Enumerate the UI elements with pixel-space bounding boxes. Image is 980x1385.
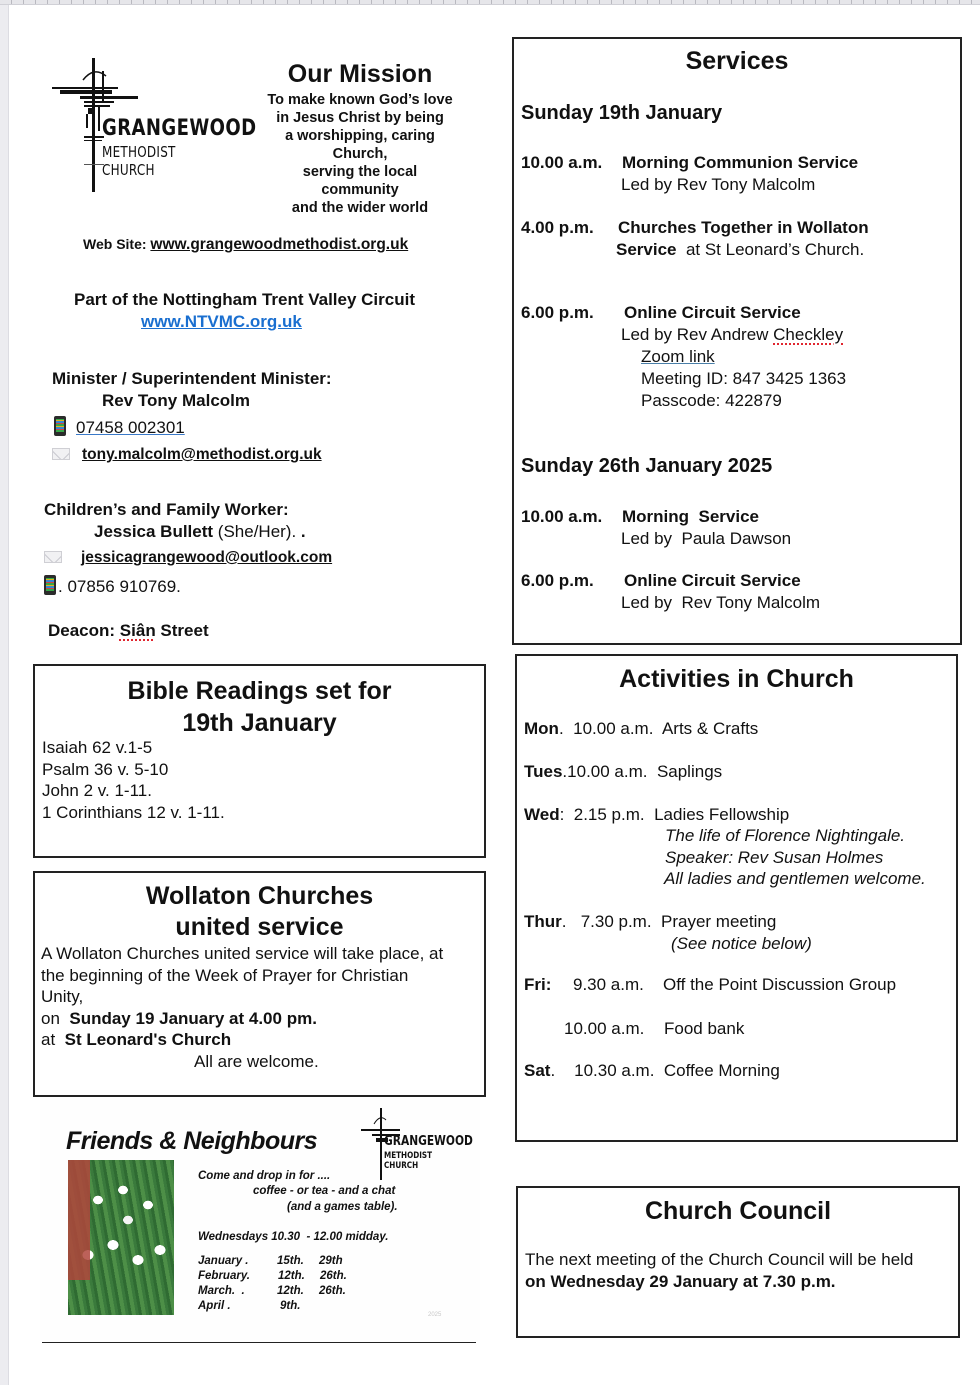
flyer-date: 26th. [319, 1285, 346, 1297]
activity-day: Thur [524, 912, 562, 931]
top-ruler [0, 0, 980, 5]
flyer-date: 12th. [278, 1270, 305, 1282]
service-title: Online Circuit Service [624, 303, 801, 322]
family-worker-email-row [44, 549, 332, 567]
circuit-link[interactable]: www.NTVMC.org.uk [141, 312, 302, 331]
flyer-month: April . [198, 1300, 231, 1312]
activity-name: Coffee Morning [663, 1061, 780, 1080]
bible-readings-panel [33, 664, 486, 858]
body-line: Unity, [41, 987, 84, 1006]
wollaton-service-panel [33, 871, 486, 1097]
activity-day: Wed [524, 805, 560, 824]
activity-time: 10.00 a.m. [573, 719, 654, 738]
website-label: Web Site: [83, 236, 151, 252]
mobile-phone-icon [44, 575, 56, 595]
reading-item: Isaiah 62 v.1-5 [42, 738, 153, 757]
minister-email-row [52, 446, 322, 464]
snowdrops-photo [68, 1160, 174, 1315]
date-line [41, 1008, 481, 1030]
service-title: Morning Communion Service [622, 153, 859, 172]
title-line: Bible Readings set for [127, 677, 392, 705]
activity-time: 10.30 a.m. [574, 1061, 655, 1080]
flyer-month: February. [198, 1270, 250, 1282]
flyer-logo-name: GRANGEWOOD [384, 1134, 473, 1149]
reading-item: Psalm 36 v. 5-10 [42, 759, 169, 779]
minister-phone-link[interactable]: 07458 002301 [76, 418, 185, 437]
title-line: Wollaton Churches [145, 882, 374, 910]
flyer-date: 9th. [280, 1300, 301, 1312]
readings-list [42, 737, 225, 823]
friends-neighbours-flyer [40, 1100, 480, 1340]
deacon-row [48, 621, 209, 641]
council-text: The next meeting of the Church Council will be held [525, 1250, 914, 1269]
service-title-cont: Service [616, 240, 677, 259]
title-line: 19th January [182, 709, 337, 737]
bible-readings-title [35, 675, 484, 739]
mission-line: To make known God’s love [267, 92, 453, 108]
service-leader: Led by Rev Tony Malcolm [621, 593, 821, 612]
service-venue: at St Leonard’s Church. [676, 240, 865, 259]
mission-line: serving the local [302, 164, 418, 180]
flyer-year: 2025 [428, 1312, 442, 1318]
deacon-label: Deacon: [48, 621, 120, 640]
left-margin-strip [0, 5, 9, 1385]
circuit-text: Part of the Nottingham Trent Valley Circuit [74, 290, 415, 309]
reading-item: 1 Corinthians 12 v. 1-11. [42, 802, 225, 822]
at-label: at [41, 1030, 65, 1049]
body-line: the beginning of the Week of Prayer for Christian [41, 965, 409, 985]
family-worker-name: Jessica Bullett [94, 522, 214, 541]
zoom-link[interactable]: Zoom link [641, 347, 715, 366]
phone-prefix: . [58, 577, 68, 596]
mission-line: and the wider world [291, 200, 429, 216]
services-title: Services [685, 47, 789, 75]
council-date: on Wednesday 29 January at 7.30 p.m. [525, 1272, 836, 1291]
logo-subtitle: METHODIST CHURCH [102, 143, 176, 179]
reading-item: John 2 v. 1-11. [42, 781, 152, 800]
flyer-line: Come and drop in for .... [198, 1170, 331, 1182]
flyer-schedule: Wednesdays 10.30 - 12.00 midday. [198, 1231, 389, 1243]
flyer-month: March. . [198, 1285, 245, 1297]
wollaton-body [41, 943, 481, 1072]
activities-panel [515, 654, 958, 1142]
sep: . [562, 762, 568, 781]
divider-line [42, 1342, 476, 1343]
activity-time: 10.00 a.m. [564, 1019, 645, 1038]
service-leader: Led by Paula Dawson [621, 529, 792, 548]
mission-statement [255, 91, 465, 217]
service-location [616, 239, 864, 261]
flyer-date: 12th. [277, 1285, 304, 1297]
activity-day: Sat [524, 1061, 551, 1080]
service-leader: Led by Rev Tony Malcolm [621, 175, 816, 194]
flyer-date: 29th [319, 1255, 343, 1267]
minister-phone-row [54, 416, 185, 438]
activity-note: The life of Florence Nightingale. [665, 826, 906, 845]
activity-day: Tues [524, 762, 563, 781]
activity-row-wed [524, 804, 789, 826]
flyer-date: 15th. [277, 1255, 304, 1267]
sep: . [558, 719, 574, 738]
family-worker-pronouns: (She/Her). [213, 522, 301, 541]
flyer-line: (and a games table). [287, 1201, 398, 1213]
mission-line: community [321, 182, 399, 198]
activity-day: Fri: [524, 975, 552, 994]
family-worker-role: Children’s and Family Worker: [44, 500, 289, 519]
deacon-last-name: Street [155, 621, 209, 640]
council-title: Church Council [644, 1197, 832, 1225]
sep: . [561, 912, 581, 931]
activity-row-thur [524, 911, 776, 933]
activity-note: Speaker: Rev Susan Holmes [665, 848, 884, 867]
activity-time: 7.30 p.m. [580, 912, 652, 931]
wollaton-title [35, 881, 484, 943]
service-time: 10.00 a.m. [521, 153, 603, 172]
body-line: A Wollaton Churches united service will take place, at [41, 944, 444, 963]
deacon-first-name: Siân [119, 621, 156, 640]
activity-row-tues [524, 761, 722, 783]
flyer-month: January . [198, 1255, 249, 1267]
minister-email-link[interactable]: tony.malcolm@methodist.org.uk [82, 446, 322, 463]
website-line [83, 236, 408, 254]
activity-note: All ladies and gentlemen welcome. [664, 869, 926, 888]
mission-title: Our Mission [287, 60, 433, 88]
family-worker-phone: 07856 910769. [67, 577, 181, 596]
flyer-logo-subtitle: METHODIST CHURCH [384, 1151, 433, 1171]
service-time: 10.00 a.m. [521, 507, 603, 526]
services-day2-heading: Sunday 26th January 2025 [521, 455, 773, 477]
flyer-church-logo [360, 1106, 473, 1181]
service-time: 6.00 p.m. [521, 303, 594, 322]
service-title: Morning Service [622, 507, 759, 526]
on-label: on [41, 1008, 70, 1028]
envelope-icon [44, 551, 62, 563]
activity-row-sat [524, 1060, 780, 1082]
venue-line [41, 1029, 481, 1051]
service-title: Churches Together in Wollaton [618, 218, 869, 237]
ruler-ticks [0, 0, 980, 4]
passcode: Passcode: 422879 [641, 391, 782, 410]
welcome-text: All are welcome. [194, 1051, 319, 1071]
envelope-icon [52, 448, 70, 460]
flyer-date: 26th. [320, 1270, 347, 1282]
activities-title: Activities in Church [619, 665, 854, 693]
service-leader [621, 324, 843, 346]
mission-line: Church, [332, 146, 388, 162]
activity-time: 10.00 a.m. [567, 762, 648, 781]
mission-line: in Jesus Christ by being [276, 110, 444, 126]
event-date: Sunday 19 January at 4.00 pm. [69, 1008, 317, 1028]
activity-name: Arts & Crafts [661, 719, 759, 738]
activity-note: (See notice below) [671, 934, 812, 953]
activity-time: 9.30 a.m. [573, 975, 644, 994]
mission-line: a worshipping, caring [285, 128, 435, 144]
minister-name: Rev Tony Malcolm [102, 391, 250, 410]
activity-name: Prayer meeting [661, 912, 777, 931]
title-line: united service [175, 913, 344, 941]
services-day1-heading: Sunday 19th January [521, 102, 723, 124]
leader-prefix: Led by Rev Andrew [621, 325, 774, 344]
family-worker-email-link[interactable]: jessicagrangewood@outlook.com [81, 549, 333, 566]
services-panel [512, 37, 962, 645]
activity-day: Mon [524, 719, 559, 738]
service-time: 4.00 p.m. [521, 218, 594, 237]
website-link[interactable]: www.grangewoodmethodist.org.uk [150, 236, 409, 253]
family-worker-phone-row [44, 575, 181, 597]
logo-name: GRANGEWOOD [102, 116, 257, 141]
mobile-phone-icon [54, 416, 66, 436]
trail-dot: . [300, 522, 306, 541]
activity-time: 2.15 p.m. [573, 805, 645, 824]
activity-row-mon [524, 718, 758, 740]
family-worker-name-row [94, 522, 306, 542]
activity-name: Ladies Fellowship [654, 805, 790, 824]
flyer-title: Friends & Neighbours [66, 1127, 318, 1155]
activity-name: Off the Point Discussion Group [663, 975, 897, 994]
sep: : [559, 805, 574, 824]
event-venue: St Leonard's Church [64, 1030, 232, 1049]
minister-role: Minister / Superintendent Minister: [52, 369, 332, 388]
activity-name: Food bank [664, 1019, 745, 1038]
service-time: 6.00 p.m. [521, 571, 594, 590]
service-title: Online Circuit Service [624, 571, 801, 590]
church-logo [50, 56, 257, 194]
sep: . [550, 1061, 556, 1080]
flyer-line: coffee - or tea - and a chat [253, 1185, 396, 1197]
church-council-panel [516, 1186, 960, 1338]
leader-surname: Checkley [773, 325, 844, 344]
meeting-id: Meeting ID: 847 3425 1363 [641, 369, 847, 388]
activity-name: Saplings [656, 762, 723, 781]
